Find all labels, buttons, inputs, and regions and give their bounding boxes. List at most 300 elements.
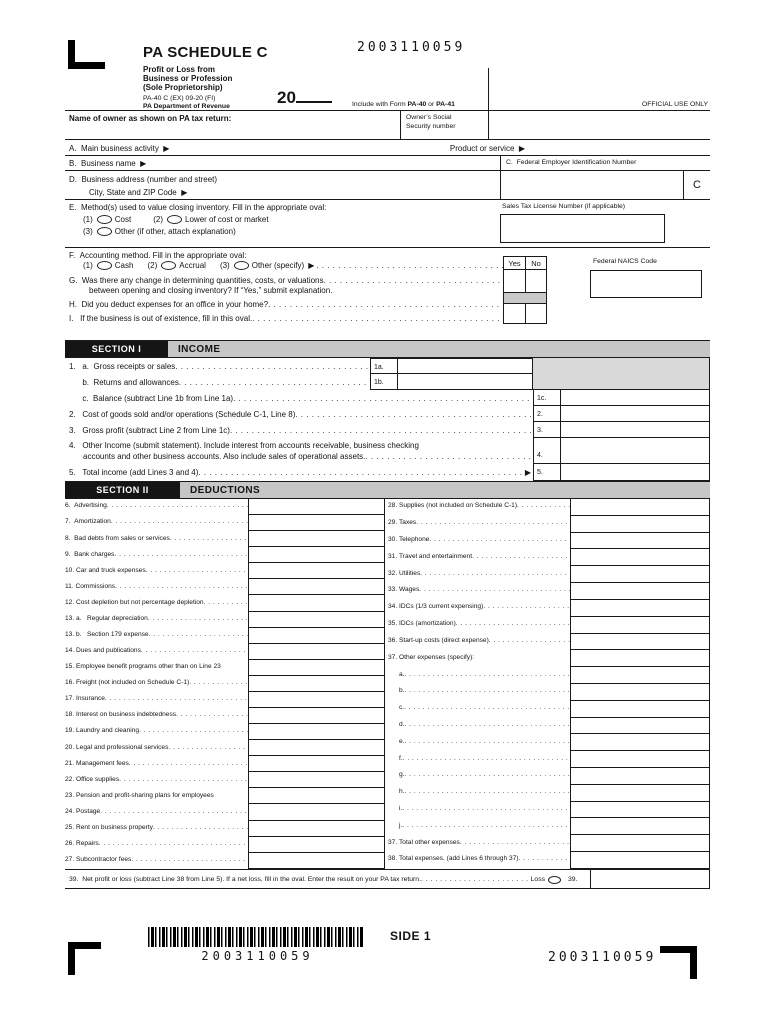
deduction-label: h. [388,788,405,796]
deduction-label: 32. Utilities [388,569,421,577]
sales-tax-license-label: Sales Tax License Number (if applicable) [502,203,626,210]
deduction-amount-field[interactable] [248,772,385,788]
deduction-label-cell [65,692,248,708]
deduction-row [388,499,710,516]
registration-mark-bottom-left [68,942,101,975]
line-5-label: 5. Total income (add Lines 3 and 4) [69,468,199,477]
ssn-label-line-2: Security number [406,122,456,130]
deduction-amount-field[interactable] [248,676,385,692]
dotted-leader [421,876,530,888]
deduction-label-cell [388,818,570,835]
deduction-row [388,701,710,718]
deduction-amount-field[interactable] [570,768,710,785]
dotted-leader [402,805,570,818]
deduction-row [65,788,385,804]
dotted-leader [230,426,533,438]
other-income-field[interactable] [560,438,710,464]
row-f-g-h-i [65,248,710,340]
deduction-row [65,724,385,740]
deduction-label: 33. Wages [388,586,420,594]
deduction-amount-field[interactable] [570,617,710,634]
deduction-label: 10. Car and truck expenses [65,566,146,574]
deduction-label-cell [388,650,570,667]
deduction-label-cell [388,499,570,516]
dotted-leader [107,502,248,515]
deduction-amount-field[interactable] [248,579,385,595]
deduction-amount-field[interactable] [248,660,385,676]
deduction-label-cell [65,756,248,772]
deduction-label-cell [388,549,570,566]
deduction-amount-field[interactable] [570,549,710,566]
lower-cost-market-label: Lower of cost or market [185,215,269,224]
line-h-answer-row [503,303,549,324]
include-note [352,101,455,108]
yes-no-table [503,256,549,324]
dotted-leader [148,615,248,628]
loss-label: Loss [530,876,545,883]
fein-field[interactable] [500,171,683,199]
deduction-amount-field[interactable] [248,531,385,547]
deduction-label-cell [388,802,570,819]
dotted-leader [324,276,506,285]
deduction-label: 23. Pension and profit-sharing plans for employees [65,791,214,799]
dotted-leader [99,840,248,853]
dotted-leader [131,856,248,869]
deduction-label-cell [388,533,570,550]
deduction-label: 30. Telephone [388,536,430,544]
shaded-area [533,358,710,374]
deduction-label-cell [65,595,248,611]
line-4-label-2: accounts and other business accounts. Also include sales of operational assets. [83,452,366,461]
subtitle-line-1: Profit or Loss from [143,65,216,74]
line-h-yes-cell[interactable] [503,303,525,324]
barcode-number: 2003110059 [201,949,314,963]
row-b [65,156,710,171]
deduction-row [65,740,385,756]
deduction-amount-field[interactable] [570,835,710,852]
accounting-method-options [65,261,520,270]
deduction-amount-field[interactable] [248,692,385,708]
deduction-label-cell [388,516,570,533]
side-label: SIDE 1 [390,929,432,943]
dotted-leader [141,647,248,660]
accrual-label: Accrual [179,261,206,270]
line-h-no-cell[interactable] [525,303,547,324]
net-profit-field[interactable] [590,870,710,888]
deduction-label: 13. b. Section 179 expense [65,631,149,639]
line-2-label: 2. Cost of goods sold and/or operations (Schedule C-1, Line 8) [69,410,296,419]
deduction-label-cell [388,751,570,768]
deduction-row [65,804,385,820]
deduction-label: 20. Legal and professional services [65,743,169,751]
deduction-label-cell [65,821,248,837]
deduction-label: 16. Freight (not included on Schedule C-1) [65,679,190,687]
owner-name-field[interactable] [65,111,400,139]
line-g-no-cell[interactable] [525,269,547,292]
deduction-row [65,515,385,531]
deduction-label: 11. Commissions [65,582,116,590]
official-use-only-label: OFFICIAL USE ONLY [641,101,708,108]
option-1-number: (1) [83,261,93,270]
deduction-row [388,549,710,566]
deduction-row [388,667,710,684]
row-e [65,200,710,248]
deduction-label: b. [388,687,405,695]
sales-tax-license-field[interactable] [500,214,665,243]
deduction-row [388,802,710,819]
other-method-label: Other (if other, attach explanation) [114,227,236,236]
deduction-label: e. [388,737,405,745]
deduction-amount-field[interactable] [248,595,385,611]
dotted-leader [419,586,570,599]
business-address-block[interactable] [65,171,500,199]
include-note-or: or [426,101,437,108]
line-i-statement: I. If the business is out of existence, fill in this oval. [69,314,253,323]
deductions-left-column [65,499,385,869]
deduction-label-cell [65,563,248,579]
returns-allowances-field[interactable] [397,374,533,390]
deduction-label-cell [65,676,248,692]
dotted-leader [252,314,500,323]
deduction-row [65,644,385,660]
deduction-amount-field[interactable] [570,701,710,718]
section-1-tag: SECTION I [65,341,168,357]
deduction-row [65,756,385,772]
main-business-activity-field[interactable] [169,140,446,155]
deduction-label-cell [388,768,570,785]
deduction-label: 37. Other expenses (specify): [388,653,475,661]
deduction-amount-field[interactable] [248,515,385,531]
row-d [65,171,710,200]
dotted-leader [149,631,248,644]
tax-year-field[interactable] [277,87,332,108]
dotted-leader [146,567,248,580]
deduction-amount-field[interactable] [248,724,385,740]
line-h-text [65,300,506,309]
deduction-label: 36. Start-up costs (direct expense) [388,636,489,644]
shaded-area [533,374,710,390]
gross-receipts-field[interactable] [397,358,533,374]
deduction-amount-field[interactable] [570,785,710,802]
deduction-row [65,547,385,563]
deduction-amount-field[interactable] [570,751,710,768]
deduction-label: 7. Amortization [65,518,111,526]
dotted-leader [170,535,248,548]
deduction-amount-field[interactable] [248,788,385,804]
naics-field[interactable] [590,270,702,298]
dotted-leader [168,744,248,757]
balance-field[interactable] [560,390,710,406]
header-divider [488,68,489,110]
cash-label: Cash [114,261,134,270]
deduction-label: i. [388,805,403,813]
deduction-label-cell [388,583,570,600]
lower-cost-market-oval[interactable] [167,215,182,224]
gross-profit-field[interactable] [560,422,710,438]
income-row-3 [65,422,710,438]
section-2-title: DEDUCTIONS [190,484,261,496]
income-row-4 [65,438,710,464]
deduction-label: 29. Taxes [388,519,417,527]
deduction-label: 28. Supplies (not included on Schedule C-1) [388,502,518,510]
deduction-amount-field[interactable] [570,802,710,819]
option-3-number: (3) [83,227,93,236]
deduction-amount-field[interactable] [570,600,710,617]
department-name: PA Department of Revenue [143,103,230,110]
deduction-label-cell [65,531,248,547]
line-3-number: 3. [533,422,560,438]
subtitle-line-2: Business or Profession [143,74,233,84]
dotted-leader [233,394,533,406]
dotted-leader [204,599,248,612]
deduction-label-cell [65,660,248,676]
option-2-number: (2) [147,261,158,270]
income-row-5 [65,464,710,481]
deduction-label: 31. Travel and entertainment [388,552,473,560]
schedule-letter: C [693,179,701,191]
deduction-row [388,768,710,785]
main-business-activity-label: A. Main business activity ▶ [69,144,170,153]
business-name-field[interactable] [146,156,500,170]
deduction-row [65,853,385,869]
deduction-label: g. [388,771,405,779]
year-prefix: 20 [277,88,296,107]
deduction-amount-field[interactable] [570,634,710,651]
dotted-leader [114,551,248,564]
deduction-label: 6. Advertising [65,502,107,510]
line-2-number: 2. [533,406,560,422]
no-header: No [525,256,547,269]
dotted-leader [517,502,570,515]
deduction-row [388,617,710,634]
product-or-service-field[interactable] [525,140,710,155]
shaded-cell [503,292,547,303]
form-code: PA-40 C (EX) 09-20 (FI) [143,95,216,102]
business-name-label: B. Business name ▶ [69,159,147,168]
deduction-row [388,533,710,550]
include-note-text: Include with Form [352,101,408,108]
row-a [65,140,710,156]
dotted-leader [365,451,533,462]
loss-oval[interactable] [548,876,561,884]
line-g-yes-cell[interactable] [503,269,525,292]
fein-label: C. Federal Employer Identification Number [500,156,710,170]
line-g-question: G. Was there any change in determining quantities, costs, or valuations [69,276,324,285]
dotted-leader [405,738,571,751]
option-1-number: (1) [83,215,93,224]
deduction-label-cell [388,566,570,583]
deduction-label: 34. IDCs (1/3 current expensing) [388,603,484,611]
deduction-amount-field[interactable] [570,667,710,684]
deduction-amount-field[interactable] [248,837,385,853]
deduction-label: 15. Employee benefit programs other than on Line 23 [65,663,221,671]
deduction-row [388,818,710,835]
dotted-leader [402,822,570,835]
accrual-oval[interactable] [161,261,176,270]
cost-oval[interactable] [97,215,112,224]
line-1a-number: 1a. [370,358,397,374]
deduction-label: 25. Rent on business property [65,823,153,831]
deduction-amount-field[interactable] [248,499,385,515]
deduction-amount-field[interactable] [570,516,710,533]
other-accounting-oval[interactable] [234,261,249,270]
line-g-text-1 [65,276,506,285]
dotted-leader [416,519,570,532]
dotted-leader [153,824,248,837]
dotted-leader [139,727,248,740]
ssn-label [400,111,488,139]
income-section [65,358,710,481]
deduction-row [388,852,710,869]
deduction-row [65,772,385,788]
deduction-label-cell [65,804,248,820]
dotted-leader [129,760,248,773]
cost-label: Cost [114,215,132,224]
cash-oval[interactable] [97,261,112,270]
section-1-title: INCOME [178,343,221,355]
form-number-top: 2003110059 [357,40,466,55]
form-subtitle [143,65,232,93]
dotted-leader [198,468,524,481]
dotted-leader [115,583,248,596]
dotted-leader [316,261,520,270]
deduction-row [388,734,710,751]
deduction-label: 37. Total other expenses [388,838,460,846]
deduction-label: 24. Postage [65,807,101,815]
deduction-label: a. [388,670,405,678]
deduction-amount-field[interactable] [248,708,385,724]
line-i-text [65,314,521,323]
deduction-row [65,692,385,708]
deduction-label-cell [388,852,570,869]
deduction-row [65,563,385,579]
deduction-label: 21. Management fees [65,759,129,767]
dotted-leader [175,362,370,374]
line-5-number: 5. [533,464,560,481]
deduction-row [388,835,710,852]
deduction-row [388,684,710,701]
deduction-label: 13. a. Regular depreciation [65,614,148,622]
deduction-row [65,612,385,628]
inventory-method-label: E. Method(s) used to value closing inventory. Fill in the appropriate oval: [69,203,327,212]
dotted-leader [100,808,248,821]
deduction-amount-field[interactable] [570,533,710,550]
deduction-amount-field[interactable] [248,740,385,756]
deduction-label-cell [388,785,570,802]
deduction-label-cell [65,788,248,804]
deductions-right-column [388,499,710,869]
deduction-label-cell [388,634,570,651]
deduction-row [388,650,710,667]
dotted-leader [489,637,570,650]
dotted-leader [420,570,570,583]
dotted-leader [268,300,506,309]
dotted-leader [472,553,570,566]
deduction-amount-field[interactable] [248,547,385,563]
option-3-number: (3) [219,261,230,270]
dotted-leader [403,755,570,768]
deduction-amount-field[interactable] [248,628,385,644]
barcode [148,927,363,947]
line-1b-label: b. Returns and allowances [69,378,179,387]
deduction-label: 17. Insurance [65,695,105,703]
specify-arrow-icon: ▶ [308,261,315,270]
deduction-amount-field[interactable] [570,684,710,701]
section-2-tag: SECTION II [65,482,180,498]
deduction-label-cell [388,835,570,852]
deduction-amount-field[interactable] [570,499,710,516]
deduction-amount-field[interactable] [248,756,385,772]
deduction-amount-field[interactable] [570,566,710,583]
deduction-amount-field[interactable] [248,563,385,579]
deductions-section [65,499,710,869]
naics-label: Federal NAICS Code [593,258,657,265]
income-row-2 [65,406,710,422]
deduction-row [388,785,710,802]
deduction-row [388,583,710,600]
deduction-label-cell [388,617,570,634]
deduction-label-cell [65,515,248,531]
deduction-label-cell [65,724,248,740]
subtitle-line-3: (Sole Proprietorship) [143,83,223,93]
ssn-label-line-1: Owner’s Social [406,114,452,121]
dotted-leader [405,788,571,801]
form-body [65,110,710,889]
deduction-amount-field[interactable] [570,718,710,735]
deduction-label-cell [388,684,570,701]
deduction-label-cell [388,718,570,735]
income-row-1c [65,390,710,406]
ssn-field[interactable] [488,111,710,139]
registration-mark-top-left [68,40,105,69]
deduction-amount-field[interactable] [570,583,710,600]
line-1c-label: c. Balance (subtract Line 1b from Line 1a) [69,394,234,403]
deduction-amount-field[interactable] [248,644,385,660]
deduction-amount-field[interactable] [248,853,385,869]
form-title: PA SCHEDULE C [143,44,268,61]
deduction-amount-field[interactable] [570,734,710,751]
dotted-leader [405,721,571,734]
owner-name-label: Name of owner as shown on PA tax return: [69,114,232,123]
deduction-label: c. [388,704,405,712]
other-accounting-label: Other (specify) [251,261,305,270]
year-blank-line[interactable] [296,87,332,103]
dotted-leader [179,378,370,390]
total-income-field[interactable] [560,464,710,481]
dotted-leader [404,704,570,717]
deduction-amount-field[interactable] [248,821,385,837]
other-method-oval[interactable] [97,227,112,236]
section-2-bar [65,481,710,499]
deduction-label: f. [388,754,403,762]
deduction-amount-field[interactable] [248,804,385,820]
cost-of-goods-field[interactable] [560,406,710,422]
dotted-leader [295,410,533,422]
deduction-label: 27. Subcontractor fees [65,856,132,864]
deduction-amount-field[interactable] [570,650,710,667]
deduction-label: 14. Dues and publications [65,647,141,655]
deduction-amount-field[interactable] [248,612,385,628]
deduction-label: 9. Bank charges [65,550,115,558]
deduction-label: 22. Office supplies [65,775,120,783]
deduction-label-cell [65,499,248,515]
deduction-amount-field[interactable] [570,852,710,869]
deduction-label: 26. Repairs [65,840,99,848]
deduction-label: 35. IDCs (amortization) [388,620,456,628]
deduction-label-cell [65,628,248,644]
deduction-amount-field[interactable] [570,818,710,835]
business-address-label: D. Business address (number and street) [69,175,218,184]
